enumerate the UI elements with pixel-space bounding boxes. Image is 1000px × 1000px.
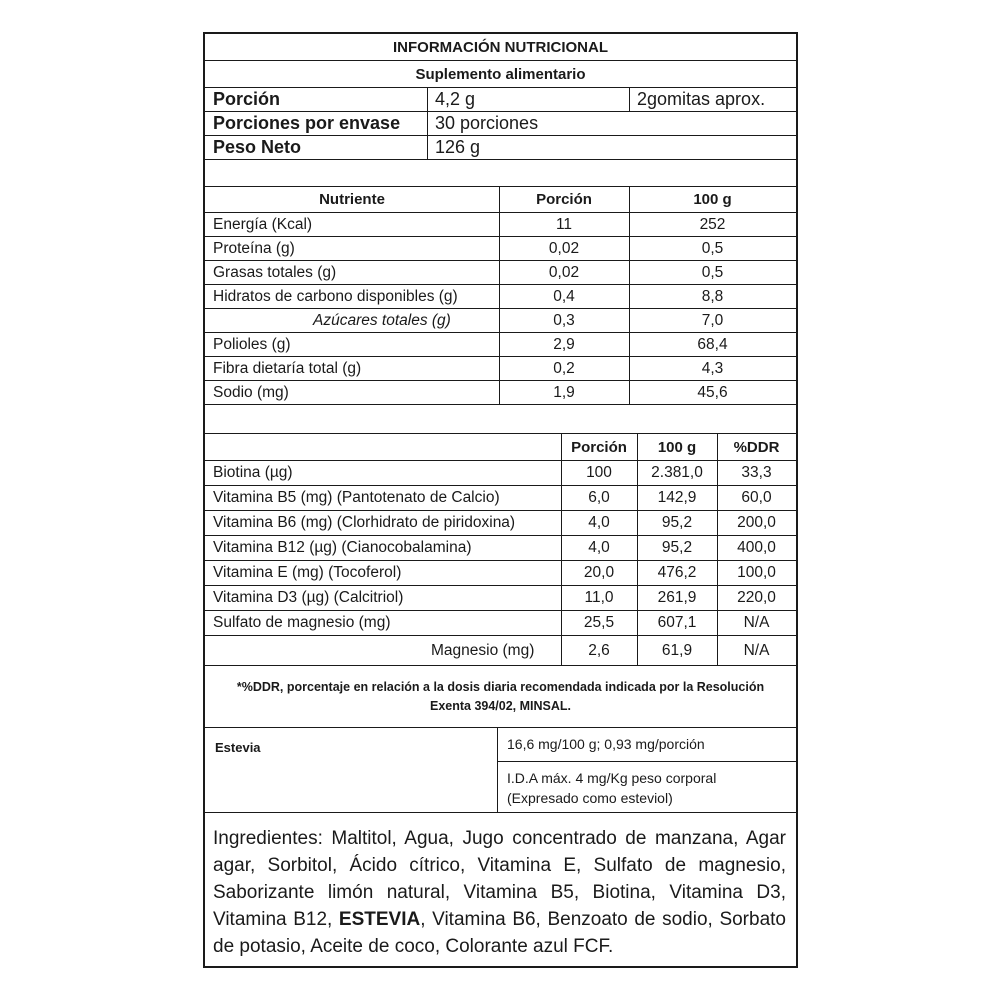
vitamin-ddr: 400,0 <box>737 539 776 556</box>
vitamin-portion: 4,0 <box>588 514 610 531</box>
vitamin-name: Sulfato de magnesio (mg) <box>213 614 391 631</box>
nutrient-row <box>205 333 796 357</box>
vitamin-name: Vitamina B12 (µg) (Cianocobalamina) <box>213 539 472 556</box>
ingredients-before: Ingredientes: Maltitol, Agua, Jugo concentrado de manzana, Agar agar, Sorbitol, Ácido cítrico, Vitamina E, Sulfato de magnesio, Saborizante limón natural, Vitamina B5, Biotina, Vitamina D3, Vitamina B12, <box>213 828 786 930</box>
vitamin-per100: 61,9 <box>661 641 693 659</box>
nutrient-row <box>205 261 796 285</box>
vitamin-portion: 25,5 <box>583 614 615 631</box>
nutrient-row <box>205 357 796 381</box>
ingredients-section <box>205 813 796 966</box>
vitamin-per100: 261,9 <box>657 589 697 606</box>
nutrient-per100: 0,5 <box>701 263 724 281</box>
portion-value: 4,2 g <box>435 89 476 109</box>
nutrient-portion: 11 <box>555 215 573 233</box>
nutrients-header-100g: 100 g <box>693 191 732 208</box>
vitamin-per100: 95,2 <box>661 539 693 556</box>
vitamin-ddr: 33,3 <box>741 464 772 481</box>
nutrient-per100: 8,8 <box>701 287 724 305</box>
nutrient-per100: 0,5 <box>701 239 724 257</box>
footnote-row <box>205 666 796 728</box>
vitamins-header-100g: 100 g <box>657 438 697 456</box>
nutrient-row <box>205 213 796 237</box>
vitamin-per100: 95,2 <box>661 514 693 531</box>
vitamin-name-sub: Magnesio (mg) <box>431 641 535 659</box>
spacer-row <box>205 160 796 187</box>
nutrient-name: Energía (Kcal) <box>213 215 313 233</box>
nutrient-row <box>205 381 796 405</box>
vitamin-name: Vitamina B5 (mg) (Pantotenato de Calcio) <box>213 489 500 506</box>
nutrient-per100: 252 <box>699 215 726 233</box>
nutrient-per100: 4,3 <box>701 359 724 377</box>
nutrient-portion: 1,9 <box>553 383 575 401</box>
nutrient-name-sub: Azúcares totales (g) <box>313 311 451 329</box>
nutrient-per100: 45,6 <box>697 383 728 401</box>
vitamin-portion: 100 <box>586 464 612 481</box>
vitamin-name: Vitamina D3 (µg) (Calcitriol) <box>213 589 404 606</box>
spacer-row <box>205 405 796 434</box>
vitamin-name: Vitamina E (mg) (Tocoferol) <box>213 564 402 581</box>
footnote-line1: *%DDR, porcentaje en relación a la dosis diaria recomendada indicada por la Resolución <box>236 680 765 694</box>
label-subtitle: Suplemento alimentario <box>415 65 586 83</box>
nutrient-row <box>205 309 796 333</box>
nutrient-name: Grasas totales (g) <box>213 263 337 281</box>
vitamin-portion: 11,0 <box>584 589 614 606</box>
vitamin-name: Vitamina B6 (mg) (Clorhidrato de piridoxina) <box>213 514 516 531</box>
vitamins-header-portion: Porción <box>571 438 627 456</box>
vitamin-row <box>205 486 796 511</box>
nutrient-portion: 2,9 <box>553 335 575 353</box>
vitamin-row <box>205 636 796 666</box>
portion-extra: 2gomitas aprox. <box>637 89 766 109</box>
vitamin-portion: 4,0 <box>588 539 610 556</box>
vitamin-ddr: 60,0 <box>741 489 772 506</box>
nutrition-label <box>203 32 798 968</box>
net-weight-label: Peso Neto <box>213 137 302 157</box>
nutrient-name: Sodio (mg) <box>213 383 289 401</box>
vitamin-ddr: N/A <box>743 641 770 659</box>
net-weight-row <box>205 136 796 160</box>
nutrients-header-portion: Porción <box>536 191 592 208</box>
vitamin-row <box>205 536 796 561</box>
nutrient-portion: 0,02 <box>548 239 580 257</box>
title-row <box>205 34 796 61</box>
vitamin-per100: 2.381,0 <box>651 464 703 481</box>
vitamin-ddr: N/A <box>743 614 770 631</box>
vitamin-row <box>205 561 796 586</box>
stevia-label: Estevia <box>215 740 261 755</box>
vitamins-header-row <box>205 434 796 461</box>
nutrient-name: Fibra dietaría total (g) <box>213 359 362 377</box>
vitamin-row <box>205 611 796 636</box>
ingredients-after: , Vitamina B6, Benzoato de sodio, Sorbato de potasio, Aceite de coco, Colorante azul FCF. <box>213 909 786 957</box>
vitamin-name: Biotina (µg) <box>213 464 293 481</box>
stevia-amount: 16,6 mg/100 g; 0,93 mg/porción <box>507 736 705 752</box>
label-title: INFORMACIÓN NUTRICIONAL <box>393 38 608 56</box>
vitamin-portion: 2,6 <box>588 641 610 659</box>
nutrients-header-name: Nutriente <box>319 191 385 208</box>
vitamin-per100: 142,9 <box>657 489 697 506</box>
vitamin-portion: 6,0 <box>588 489 610 506</box>
ingredients-text <box>213 825 786 960</box>
subtitle-row <box>205 61 796 88</box>
vitamin-per100: 607,1 <box>657 614 697 631</box>
nutrients-header-row <box>205 187 796 213</box>
net-weight-value: 126 g <box>435 137 481 157</box>
servings-row <box>205 112 796 136</box>
nutrient-name: Hidratos de carbono disponibles (g) <box>213 287 458 305</box>
vitamin-ddr: 200,0 <box>737 514 776 531</box>
nutrient-portion: 0,02 <box>548 263 580 281</box>
footnote-line2: Exenta 394/02, MINSAL. <box>429 699 572 713</box>
stevia-ida-line1: I.D.A máx. 4 mg/Kg peso corporal <box>507 770 717 786</box>
vitamin-portion: 20,0 <box>583 564 615 581</box>
vitamins-header-ddr: %DDR <box>733 438 780 456</box>
servings-label: Porciones por envase <box>213 113 401 133</box>
nutrient-portion: 0,2 <box>553 359 575 377</box>
nutrient-row <box>205 285 796 309</box>
servings-value: 30 porciones <box>435 113 539 133</box>
vitamin-ddr: 220,0 <box>737 589 776 606</box>
nutrient-per100: 7,0 <box>701 311 724 329</box>
vitamin-row <box>205 511 796 536</box>
vitamin-ddr: 100,0 <box>737 564 776 581</box>
nutrient-per100: 68,4 <box>697 335 728 353</box>
portion-row <box>205 88 796 112</box>
vitamin-row <box>205 586 796 611</box>
nutrient-portion: 0,4 <box>553 287 575 305</box>
stevia-row <box>205 728 796 813</box>
vitamin-row <box>205 461 796 486</box>
vitamin-per100: 476,2 <box>657 564 697 581</box>
nutrient-row <box>205 237 796 261</box>
portion-label: Porción <box>213 89 281 109</box>
nutrient-name: Proteína (g) <box>213 239 295 257</box>
stevia-ida-line2: (Expresado como esteviol) <box>507 790 673 806</box>
nutrient-name: Polioles (g) <box>213 335 291 353</box>
ingredients-highlight: ESTEVIA <box>338 909 421 930</box>
nutrient-portion: 0,3 <box>553 311 575 329</box>
